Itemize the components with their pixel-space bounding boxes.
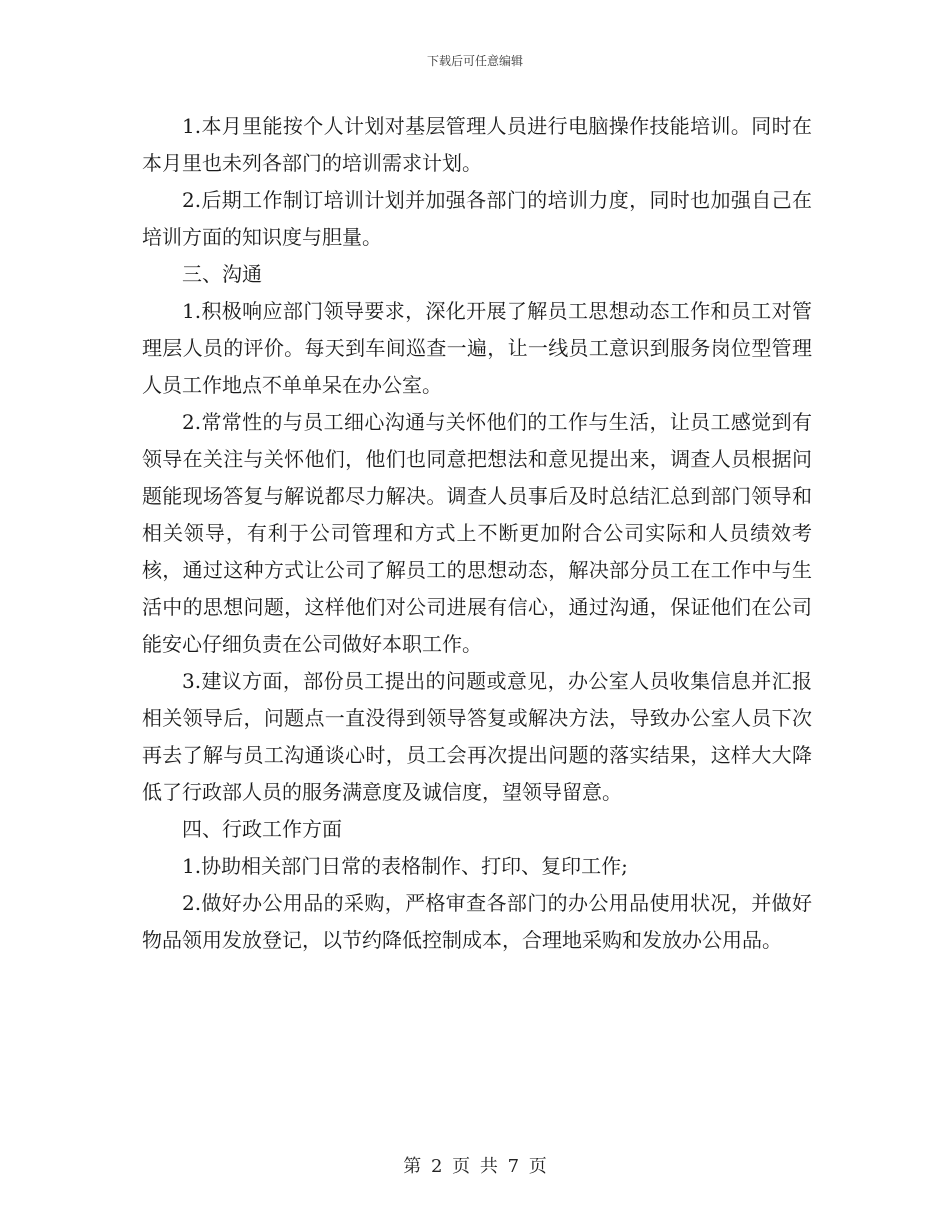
paragraph-training-2: 2.后期工作制订培训计划并加强各部门的培训力度，同时也加强自己在培训方面的知识度与胆量。 (142, 188, 812, 249)
page-header: 下载后可任意编辑 (426, 54, 523, 68)
page-number-footer: 第 2 页 共 7 页 (403, 1156, 547, 1177)
paragraph-admin-1: 1.协助相关部门日常的表格制作、打印、复印工作; (182, 854, 628, 878)
paragraph-admin-2: 2.做好办公用品的采购，严格审查各部门的办公用品使用状况，并做好物品领用发放登记，以节约降低控制成本，合理地采购和发放办公用品。 (142, 891, 812, 952)
paragraph-communication-3: 3.建议方面，部份员工提出的问题或意见，办公室人员收集信息并汇报相关领导后，问题点一直没得到领导答复或解决方法，导致办公室人员下次再去了解与员工沟通谈心时，员工会再次提出问题的落实结果，这样大大降低了行政部人员的服务满意度及诚信度，望领导留意。 (142, 669, 812, 804)
paragraph-training-1: 1.本月里能按个人计划对基层管理人员进行电脑操作技能培训。同时在本月里也未列各部门的培训需求计划。 (142, 114, 812, 175)
document-body (142, 108, 812, 959)
paragraph-communication-1: 1.积极响应部门领导要求，深化开展了解员工思想动态工作和员工对管理层人员的评价。每天到车间巡查一遍，让一线员工意识到服务岗位型管理人员工作地点不单单呆在办公室。 (142, 299, 812, 397)
section-heading-admin: 四、行政工作方面 (182, 817, 342, 841)
section-heading-communication: 三、沟通 (182, 262, 262, 286)
paragraph-communication-2: 2.常常性的与员工细心沟通与关怀他们的工作与生活，让员工感觉到有领导在关注与关怀他们，他们也同意把想法和意见提出来，调查人员根据问题能现场答复与解说都尽力解决。调查人员事后及时总结汇总到部门领导和相关领导，有利于公司管理和方式上不断更加附合公司实际和人员绩效考核，通过这种方式让公司了解员工的思想动态，解决部分员工在工作中与生活中的思想问题，这样他们对公司进展有信心，通过沟通，保证他们在公司能安心仔细负责在公司做好本职工作。 (142, 410, 812, 656)
